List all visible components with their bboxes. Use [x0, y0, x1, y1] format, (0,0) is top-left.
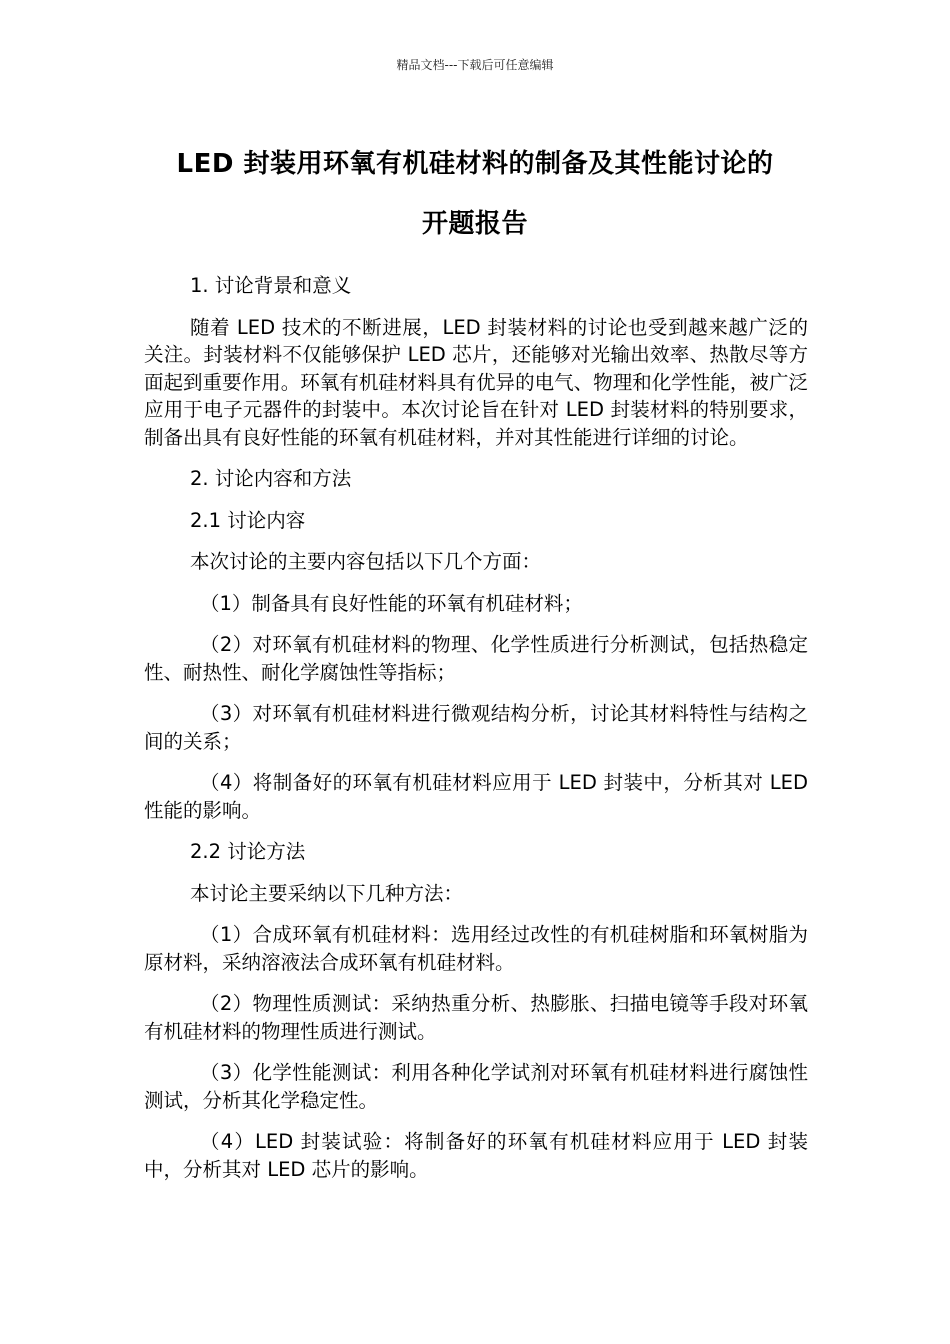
- method-item-2: （2）物理性质测试：采纳热重分析、热膨胀、扫描电镜等手段对环氧有机硅材料的物理性质进行测试。: [144, 992, 808, 1043]
- paragraph-method-intro: 本讨论主要采纳以下几种方法：: [190, 881, 464, 905]
- subsection-heading-2-2: 2.2 讨论方法: [190, 840, 306, 863]
- method-item-3: （3）化学性能测试：利用各种化学试剂对环氧有机硅材料进行腐蚀性测试，分析其化学稳定性。: [144, 1061, 808, 1112]
- document-body: [144, 272, 808, 1197]
- page-header: 精品文档---下载后可任意编辑: [396, 58, 554, 72]
- section-heading-2: 2. 讨论内容和方法: [190, 467, 352, 490]
- method-item-4: （4）LED 封装试验：将制备好的环氧有机硅材料应用于 LED 封装中，分析其对 LED 芯片的影响。: [144, 1130, 808, 1181]
- title-line-2: 开题报告: [421, 209, 528, 239]
- content-item-1: （1）制备具有良好性能的环氧有机硅材料；: [200, 591, 583, 615]
- method-item-1: （1）合成环氧有机硅材料：选用经过改性的有机硅树脂和环氧树脂为原材料，采纳溶液法合成环氧有机硅材料。: [144, 923, 808, 974]
- paragraph-background: 随着 LED 技术的不断进展，LED 封装材料的讨论也受到越来越广泛的关注。封装材料不仅能够保护 LED 芯片，还能够对光输出效率、热散尽等方面起到重要作用。环氧有机硅材料具有优异的电气、物理和化学性能，被广泛应用于电子元器件的封装中。本次讨论旨在针对 LED 封装材料的特别要求，制备出具有良好性能的环氧有机硅材料，并对其性能进行详细的讨论。: [144, 315, 808, 449]
- subsection-heading-2-1: 2.1 讨论内容: [190, 508, 306, 532]
- content-item-3: （3）对环氧有机硅材料进行微观结构分析，讨论其材料特性与结构之间的关系；: [144, 702, 808, 753]
- document-title: [100, 134, 850, 254]
- content-item-4: （4）将制备好的环氧有机硅材料应用于 LED 封装中，分析其对 LED 性能的影响。: [144, 771, 808, 822]
- paragraph-content-intro: 本次讨论的主要内容包括以下几个方面：: [190, 550, 542, 573]
- section-heading-1: 1. 讨论背景和意义: [190, 274, 352, 297]
- content-item-2: （2）对环氧有机硅材料的物理、化学性质进行分析测试，包括热稳定性、耐热性、耐化学腐蚀性等指标；: [144, 633, 808, 684]
- title-line-1: LED 封装用环氧有机硅材料的制备及其性能讨论的: [176, 149, 774, 179]
